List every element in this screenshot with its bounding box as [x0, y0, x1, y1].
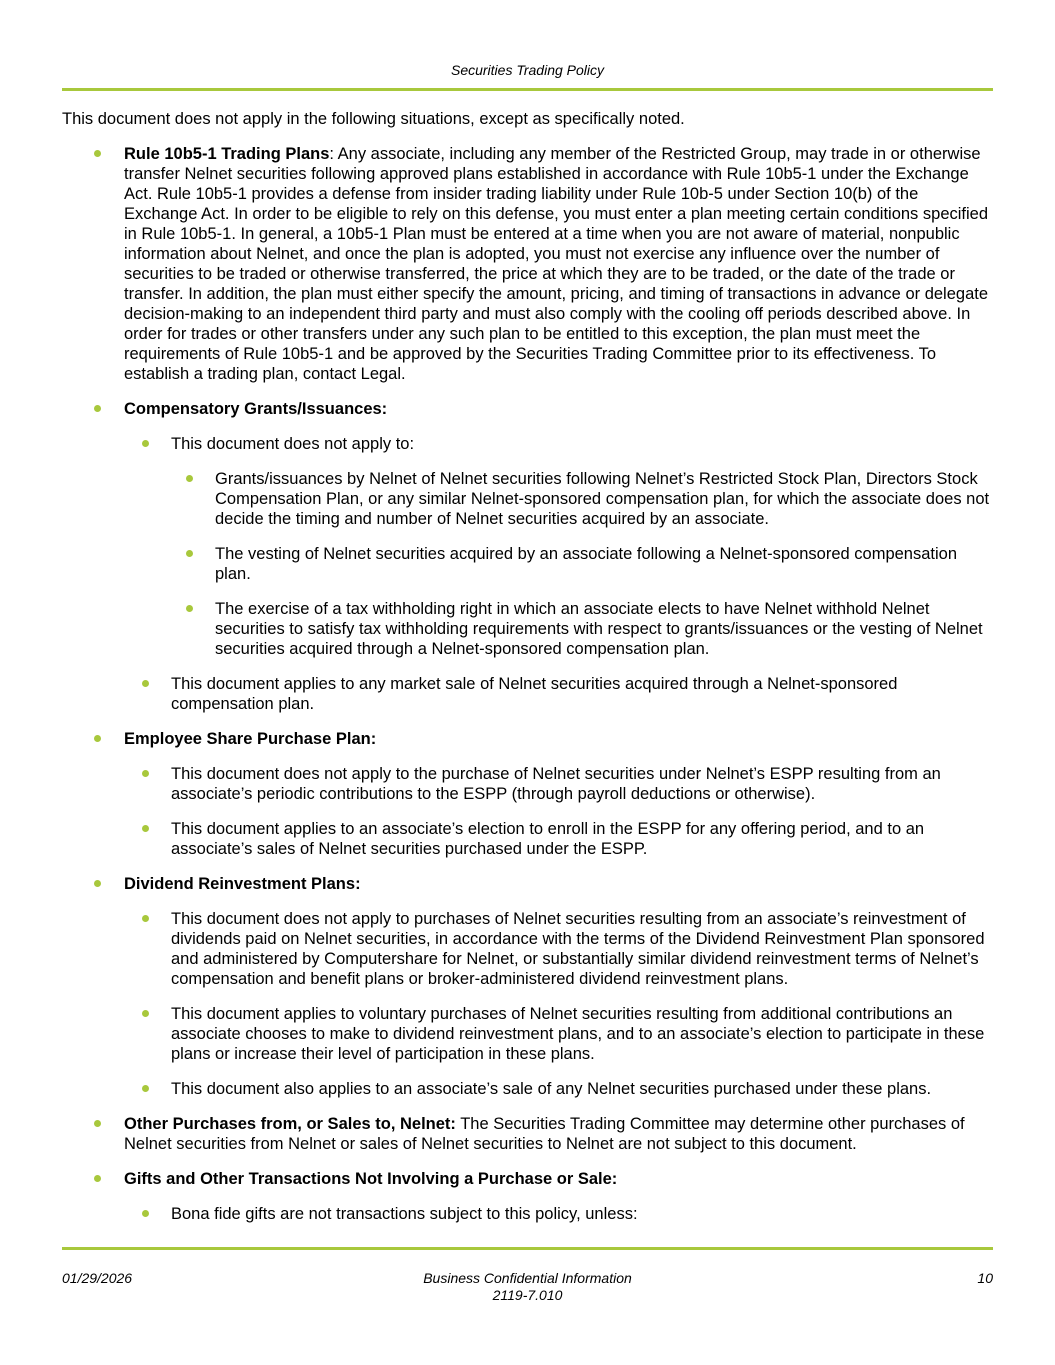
list-item-comp-not-apply — [124, 434, 993, 659]
list-item: This document also applies to an associate’s sale of any Nelnet securities purchased under these plans. — [124, 1079, 993, 1099]
gifts-label: Gifts and Other Transactions Not Involving a Purchase or Sale: — [124, 1170, 618, 1188]
header-divider — [62, 88, 993, 91]
list-item-dividend-reinvestment — [62, 874, 993, 1099]
other-purchases-text: The Securities Trading Committee may determine other purchases of Nelnet securities from Nelnet or sales of Nelnet securities to Nelnet are not subject to this document. — [124, 1115, 965, 1153]
list-item: The exercise of a tax withholding right in which an associate elects to have Nelnet withhold Nelnet securities to satisfy tax withholding requirements with respect to grants/issuances or the vesting of Nelnet securities acquired through a Nelnet-sponsored compensation plan. — [171, 599, 993, 659]
gifts-sublist — [124, 1204, 993, 1224]
espp-label: Employee Share Purchase Plan: — [124, 730, 377, 748]
intro-paragraph: This document does not apply in the following situations, except as specifically noted. — [62, 110, 685, 128]
dividend-sublist — [124, 909, 993, 1099]
comp-not-apply-sublist — [171, 469, 993, 659]
other-purchases-label: Other Purchases from, or Sales to, Nelnet: — [124, 1115, 456, 1133]
footer-page-number: 10 — [977, 1270, 993, 1286]
list-item: This document applies to an associate’s election to enroll in the ESPP for any offering period, and to an associate’s sales of Nelnet securities purchased under the ESPP. — [124, 819, 993, 859]
compensatory-grants-label: Compensatory Grants/Issuances: — [124, 400, 388, 418]
list-item: Bona fide gifts are not transactions subject to this policy, unless: — [124, 1204, 993, 1224]
espp-sublist — [124, 764, 993, 859]
list-item-rule-10b5-1 — [62, 144, 993, 384]
footer-confidential: Business Confidential Information — [423, 1270, 632, 1286]
list-item-other-purchases — [62, 1114, 993, 1154]
list-item-gifts — [62, 1169, 993, 1224]
rule-10b5-1-label: Rule 10b5-1 Trading Plans — [124, 145, 330, 163]
list-item-espp — [62, 729, 993, 859]
list-item: This document does not apply to the purchase of Nelnet securities under Nelnet’s ESPP resulting from an associate’s periodic contributions to the ESPP (through payroll deductions or otherwise). — [124, 764, 993, 804]
exceptions-list — [62, 144, 993, 1224]
compensatory-sublist — [124, 434, 993, 714]
dividend-reinvestment-label: Dividend Reinvestment Plans: — [124, 875, 361, 893]
list-item-comp-applies: This document applies to any market sale of Nelnet securities acquired through a Nelnet-sponsored compensation plan. — [124, 674, 993, 714]
list-item: This document applies to voluntary purchases of Nelnet securities resulting from additional contributions an associate chooses to make to dividend reinvestment plans, and to an associate’s election to participate in these plans or increase their level of participation in these plans. — [124, 1004, 993, 1064]
list-item: Grants/issuances by Nelnet of Nelnet securities following Nelnet’s Restricted Stock Plan, Directors Stock Compensation Plan, or any similar Nelnet-sponsored compensation plan, for which the associate does not decide the timing and number of Nelnet securities acquired by an associate. — [171, 469, 993, 529]
footer-divider — [62, 1247, 993, 1250]
footer-date: 01/29/2026 — [62, 1270, 133, 1286]
document-body — [62, 109, 993, 1239]
footer-doc-number: 2119-7.010 — [492, 1287, 563, 1303]
footer-center — [62, 1270, 993, 1304]
list-item: The vesting of Nelnet securities acquired by an associate following a Nelnet-sponsored compensation plan. — [171, 544, 993, 584]
list-item-compensatory-grants — [62, 399, 993, 714]
page-header-title: Securities Trading Policy — [450, 62, 605, 78]
rule-10b5-1-text: : Any associate, including any member of the Restricted Group, may trade in or otherwise transfer Nelnet securities following approved plans established in accordance with Rule 10b5-1 under the Exchange Act. Rule 10b5-1 provides a defense from insider trading liability under Rule 10b-5 under Section 10(b) of the Exchange Act. In order to be eligible to rely on this defense, you must enter a plan meeting certain conditions specified in Rule 10b5-1. In general, a 10b5-1 Plan must be entered at a time when you are not aware of material, nonpublic information about Nelnet, and once the plan is adopted, you must not exercise any influence over the number of securities to be traded or otherwise transferred, the price at which they are to be traded, or the date of the trade or transfer. In addition, the plan must either specify the amount, pricing, and timing of transactions in advance or delegate decision-making to an independent third party and must also comply with the cooling off periods described above. In order for trades or other transfers under any such plan to be entitled to this exception, the plan must meet the requirements of Rule 10b5-1 and be approved by the Securities Trading Committee prior to its effectiveness. To establish a trading plan, contact Legal. — [124, 145, 989, 383]
list-item: This document does not apply to purchases of Nelnet securities resulting from an associate’s reinvestment of dividends paid on Nelnet securities, in accordance with the terms of the Dividend Reinvestment Plan sponsored and administered by Computershare for Nelnet, or substantially similar dividend reinvestment terms of Nelnet’s compensation and benefit plans or broker-administered dividend reinvestment plans. — [124, 909, 993, 989]
comp-not-apply-text: This document does not apply to: — [171, 435, 415, 453]
